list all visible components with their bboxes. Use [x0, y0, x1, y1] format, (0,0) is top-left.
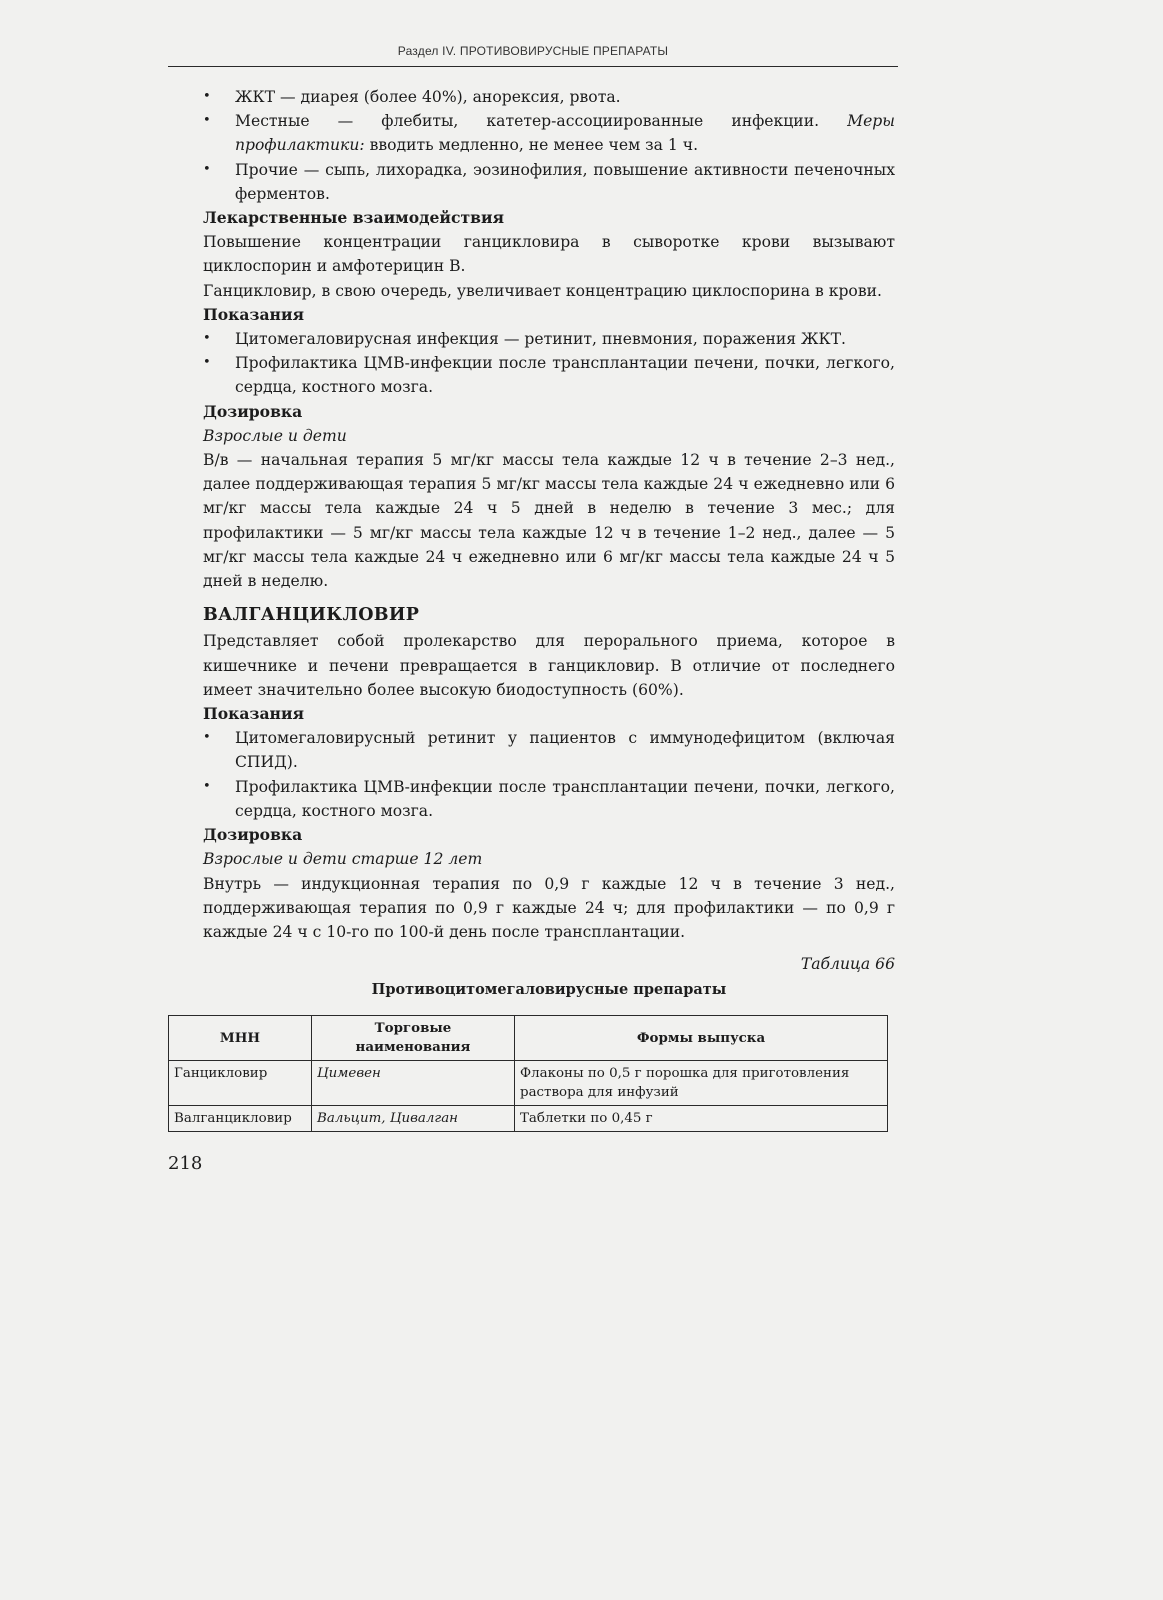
valganciclovir-intro: Представляет собой пролекарство для перорального приема, которое в кишечнике и печени превращается в ганцикловир. В отличие от последнего имеет значительно более высокую биодоступность (60%). [203, 632, 895, 699]
header-forms: Формы выпуска [515, 1016, 888, 1061]
table-caption: Таблица 66 [800, 955, 895, 974]
valganciclovir-indication-item: • Цитомегаловирусный ретинит у пациентов с иммунодефицитом (включая СПИД). [203, 726, 895, 774]
interactions-heading: Лекарственные взаимодействия [203, 208, 505, 228]
running-head: Раздел IV. ПРОТИВОВИРУСНЫЕ ПРЕПАРАТЫ [397, 44, 669, 58]
header-inn: МНН [169, 1016, 312, 1061]
table-header-row [169, 1016, 888, 1061]
bullet-other: • Прочие — сыпь, лихорадка, эозинофилия, повышение активности печеночных ферментов. [203, 158, 895, 206]
ganciclovir-indication-item: • Цитомегаловирусная инфекция — ретинит, пневмония, поражения ЖКТ. [203, 327, 895, 351]
bullet-local-italic: Меры профилактики: [235, 112, 895, 155]
interactions-paragraph-2: Ганцикловир, в свою очередь, увеличивает концентрацию циклоспорина в крови. [203, 281, 882, 300]
table-title: Противоцитомегаловирусные препараты [371, 981, 727, 999]
ganciclovir-indication-item: • Профилактика ЦМВ-инфекции после трансплантации печени, почки, легкого, сердца, костного мозга. [203, 351, 895, 399]
bullet-local [203, 109, 895, 157]
ganciclovir-dosage-heading: Дозировка [203, 401, 303, 421]
cell-forms: Флаконы по 0,5 г порошка для приготовления раствора для инфузий [515, 1061, 888, 1106]
valganciclovir-dosage-heading: Дозировка [203, 825, 303, 845]
valganciclovir-dosage-subheading: Взрослые и дети старше 12 лет [203, 850, 483, 869]
interactions-paragraph-1: Повышение концентрации ганцикловира в сыворотке крови вызывают циклоспорин и амфотерицин В. [203, 233, 895, 276]
valganciclovir-indications-heading: Показания [203, 704, 305, 724]
valganciclovir-indication-item: • Профилактика ЦМВ-инфекции после трансплантации печени, почки, легкого, сердца, костного мозга. [203, 775, 895, 823]
ganciclovir-dosage-text: В/в — начальная терапия 5 мг/кг массы тела каждые 12 ч в течение 2–3 нед., далее поддерживающая терапия 5 мг/кг массы тела каждые 24 ч ежедневно или 6 мг/кг массы тела каждые 24 ч 5 дней в неделю в течение 3 мес.; для профилактики — 5 мг/кг массы тела каждые 12 ч в течение 1–2 нед., далее — 5 мг/кг массы тела каждые 24 ч ежедневно или 6 мг/кг массы тела каждые 24 ч 5 дней в неделю. [203, 451, 895, 591]
page-body [203, 85, 895, 1011]
ganciclovir-dosage-subheading: Взрослые и дети [203, 426, 347, 445]
cell-trade-names: Цимевен [312, 1061, 515, 1106]
valganciclovir-title: ВАЛГАНЦИКЛОВИР [203, 605, 420, 626]
table-row [169, 1061, 888, 1106]
cell-inn: Ганцикловир [169, 1061, 312, 1106]
header-trade-names: Торговые наименования [312, 1016, 515, 1061]
bullet-gi: • ЖКТ — диарея (более 40%), анорексия, рвота. [203, 85, 895, 109]
header-rule [168, 66, 898, 67]
cell-forms: Таблетки по 0,45 г [515, 1106, 888, 1132]
bullet-local-text: Местные — флебиты, катетер-ассоциированные инфекции. [235, 112, 848, 131]
table-row [169, 1106, 888, 1132]
ganciclovir-indications-heading: Показания [203, 304, 305, 324]
cell-trade-names: Вальцит, Цивалган [312, 1106, 515, 1132]
page-number: 218 [168, 1153, 203, 1174]
valganciclovir-dosage-text: Внутрь — индукционная терапия по 0,9 г каждые 12 ч в течение 3 нед., поддерживающая терапия по 0,9 г каждые 24 ч; для профилактики — по 0,9 г каждые 24 ч с 10-го по 100-й день после трансплантации. [203, 874, 895, 941]
drugs-table [168, 1015, 888, 1132]
bullet-local-rest: вводить медленно, не менее чем за 1 ч. [364, 136, 699, 155]
cell-inn: Валганцикловир [169, 1106, 312, 1132]
